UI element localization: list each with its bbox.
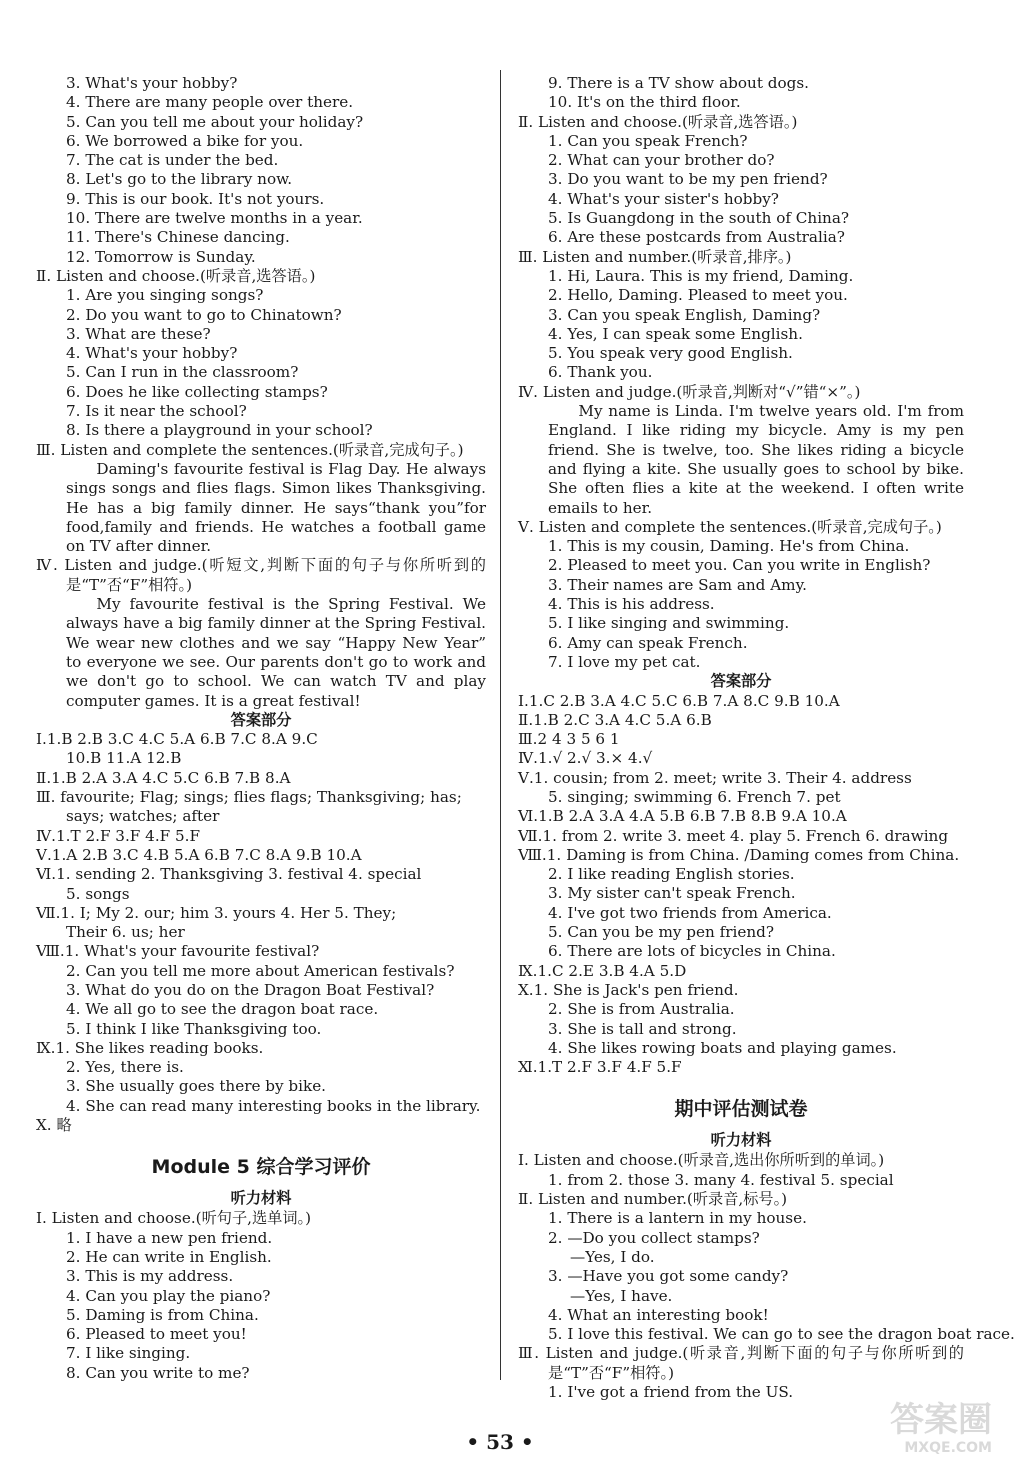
text-line: Ⅰ.1.B 2.B 3.C 4.C 5.A 6.B 7.C 8.A 9.C <box>36 730 318 749</box>
text-line: 8. Can you write to me? <box>66 1363 250 1382</box>
text-line: Ⅷ.1. Daming is from China. /Daming comes from China. <box>518 845 960 864</box>
text-line: Ⅵ.1. sending 2. Thanksgiving 3. festival 4. special <box>36 865 422 884</box>
text-line: 7. Is it near the school? <box>66 402 247 421</box>
text-line: 答案部分 <box>710 672 772 691</box>
text-line: 5. singing; swimming 6. French 7. pet <box>548 788 841 806</box>
text-line: Ⅴ.1. cousin; from 2. meet; write 3. Their 4. address <box>518 768 912 787</box>
text-line: My name is Linda. I'm twelve years old. I'm from England. I like riding my bicycle. Amy is my pen friend. She is twelve, too. She likes riding a bicycle and flying a kite. She usually goes to school by bike. She often flies a kite at the weekend. I often write emails to her. <box>548 402 964 517</box>
text-line: 3. Their names are Sam and Amy. <box>548 575 807 594</box>
text-line: 5. Daming is from China. <box>66 1305 259 1324</box>
text-line: 7. I like singing. <box>66 1344 191 1363</box>
page-number: • 53 • <box>466 1430 534 1454</box>
text-line: 3. What's your hobby? <box>66 74 238 92</box>
watermark-logo <box>862 1400 992 1468</box>
text-line: says; watches; after <box>66 807 220 826</box>
text-line: Ⅴ. Listen and complete the sentences.(听录音,完成句子。) <box>518 517 942 536</box>
text-line: 3. What do you do on the Dragon Boat Festival? <box>66 980 435 999</box>
text-line: Ⅲ. Listen and complete the sentences.(听录音,完成句子。) <box>36 440 464 459</box>
text-line: 4. I've got two friends from America. <box>548 903 832 922</box>
text-line: 2. What can your brother do? <box>548 151 775 170</box>
text-line: 6. Thank you. <box>548 363 653 382</box>
text-line: Module 5 综合学习评价 <box>151 1156 371 1179</box>
text-line: 2. Pleased to meet you. Can you write in English? <box>548 556 931 575</box>
text-line: 1. Are you singing songs? <box>66 286 264 305</box>
watermark-url: MXQE.COM <box>904 1440 992 1456</box>
text-line: Ⅱ.1.B 2.C 3.A 4.C 5.A 6.B <box>518 710 712 729</box>
text-line: Ⅷ.1. What's your favourite festival? <box>36 942 320 961</box>
column-divider <box>500 70 501 1380</box>
text-line: Ⅹ.1. She is Jack's pen friend. <box>518 980 739 999</box>
text-line: Ⅱ. Listen and number.(听录音,标号。) <box>518 1190 788 1209</box>
text-line: 7. I love my pet cat. <box>548 652 701 671</box>
text-line: Their 6. us; her <box>66 923 185 942</box>
text-line: 6. We borrowed a bike for you. <box>66 131 304 150</box>
text-line: 3. My sister can't speak French. <box>548 884 796 903</box>
text-line: 答案部分 <box>230 710 292 729</box>
text-line: 3. Can you speak English, Daming? <box>548 305 821 324</box>
watermark-text: 答案圈 <box>890 1400 992 1440</box>
text-line: 2. Hello, Daming. Pleased to meet you. <box>548 286 848 305</box>
text-line: 4. Can you play the piano? <box>66 1286 271 1305</box>
text-line: —Yes, I do. <box>570 1247 655 1266</box>
text-line: Ⅲ. Listen and judge.(听录音,判断下面的句子与你所听到的是“T”否“F”相符。) <box>518 1344 964 1382</box>
text-line: 1. Hi, Laura. This is my friend, Daming. <box>548 266 854 285</box>
text-line: 1. I have a new pen friend. <box>66 1228 273 1247</box>
left-column <box>36 74 486 1383</box>
text-line: Ⅴ.1.A 2.B 3.C 4.B 5.A 6.B 7.C 8.A 9.B 10.A <box>36 845 362 864</box>
text-line: 5. songs <box>66 884 130 903</box>
text-line: 1. from 2. those 3. many 4. festival 5. special <box>548 1170 894 1189</box>
text-line: 5. Can you tell me about your holiday? <box>66 112 364 131</box>
text-line: 4. What's your sister's hobby? <box>548 189 779 208</box>
text-line: 12. Tomorrow is Sunday. <box>66 247 256 266</box>
right-column <box>518 74 1015 1402</box>
text-line: Ⅵ.1.B 2.A 3.A 4.A 5.B 6.B 7.B 8.B 9.A 10.A <box>518 807 847 826</box>
text-line: 3. She is tall and strong. <box>548 1019 737 1038</box>
text-line: 1. I've got a friend from the US. <box>548 1383 794 1402</box>
text-line: 9. This is our book. It's not yours. <box>66 189 325 208</box>
text-line: Ⅰ.1.C 2.B 3.A 4.C 5.C 6.B 7.A 8.C 9.B 10.A <box>518 691 840 710</box>
text-line: 8. Is there a playground in your school? <box>66 421 373 440</box>
text-line: 7. The cat is under the bed. <box>66 151 279 170</box>
text-line: Ⅶ.1. from 2. write 3. meet 4. play 5. French 6. drawing <box>518 826 949 845</box>
text-line: Ⅳ.1.T 2.F 3.F 4.F 5.F <box>36 826 201 845</box>
text-line: —Yes, I have. <box>570 1286 673 1305</box>
text-line: Ⅳ. Listen and judge.(听录音,判断对“√”错“×”。) <box>518 382 861 401</box>
text-line: My favourite festival is the Spring Festival. We always have a big family dinner at the Spring Festival. We wear new clothes and we say “Happy New Year” to everyone we see. Our parents don't go to work and we don't go to school. We can watch TV and play computer games. It is a great festival! <box>66 595 486 710</box>
text-line: 2. She is from Australia. <box>548 1000 735 1019</box>
text-line: 3. She usually goes there by bike. <box>66 1077 327 1096</box>
text-line: 8. Let's go to the library now. <box>66 170 293 189</box>
text-line: Ⅰ. Listen and choose.(听录音,选出你所听到的单词。) <box>518 1151 885 1170</box>
text-line: Ⅱ.1.B 2.A 3.A 4.C 5.C 6.B 7.B 8.A <box>36 768 291 787</box>
text-line: Ⅸ.1.C 2.E 3.B 4.A 5.D <box>518 961 687 980</box>
text-line: 5. Can you be my pen friend? <box>548 923 774 942</box>
text-line: Ⅲ. Listen and number.(听录音,排序。) <box>518 247 792 266</box>
text-line: 5. I like singing and swimming. <box>548 614 790 633</box>
text-line: 听力材料 <box>710 1131 772 1150</box>
text-line: 5. I think I like Thanksgiving too. <box>66 1019 322 1038</box>
text-line: 3. —Have you got some candy? <box>548 1267 789 1286</box>
text-line: Ⅳ.1.√ 2.√ 3.× 4.√ <box>518 749 653 768</box>
text-line: Ⅸ.1. She likes reading books. <box>36 1038 264 1057</box>
text-line: 2. —Do you collect stamps? <box>548 1228 760 1247</box>
text-line: 4. There are many people over there. <box>66 93 354 112</box>
text-line: Ⅹ. 略 <box>36 1116 72 1135</box>
text-line: 11. There's Chinese dancing. <box>66 228 290 247</box>
text-line: 3. Do you want to be my pen friend? <box>548 170 828 189</box>
text-line: Ⅲ. favourite; Flag; sings; flies flags; Thanksgiving; has; <box>36 788 462 807</box>
text-line: 听力材料 <box>230 1189 292 1208</box>
text-line: Daming's favourite festival is Flag Day. He always sings songs and flies flags. Simon likes Thanksgiving. He has a big family dinner. He says“thank you”for food,family and friends. He watches a football game on TV after dinner. <box>66 459 486 556</box>
text-line: Ⅶ.1. I; My 2. our; him 3. yours 4. Her 5. They; <box>36 903 397 922</box>
text-line: 4. She can read many interesting books in the library. <box>66 1096 481 1115</box>
text-line: 4. This is his address. <box>548 595 715 614</box>
text-line: 4. Yes, I can speak some English. <box>548 324 803 343</box>
text-line: 期中评估测试卷 <box>674 1098 808 1121</box>
text-line: 2. He can write in English. <box>66 1247 272 1266</box>
text-line: 6. Pleased to meet you! <box>66 1325 247 1344</box>
text-line: 1. This is my cousin, Daming. He's from China. <box>548 537 910 556</box>
text-line: 9. There is a TV show about dogs. <box>548 74 809 92</box>
text-line: 2. I like reading English stories. <box>548 865 795 884</box>
text-line: 5. I love this festival. We can go to see the dragon boat race. <box>548 1325 1015 1344</box>
text-line: 2. Yes, there is. <box>66 1058 184 1077</box>
text-line: 5. Can I run in the classroom? <box>66 363 299 382</box>
text-line: 5. You speak very good English. <box>548 344 793 363</box>
text-line: 4. What an interesting book! <box>548 1305 769 1324</box>
text-line: Ⅳ. Listen and judge.(听短文,判断下面的句子与你所听到的是“T”否“F”相符。) <box>36 556 486 594</box>
text-line: Ⅰ. Listen and choose.(听句子,选单词。) <box>36 1209 312 1228</box>
text-line: Ⅺ.1.T 2.F 3.F 4.F 5.F <box>518 1058 682 1077</box>
text-line: 6. Are these postcards from Australia? <box>548 228 845 247</box>
text-line: 4. She likes rowing boats and playing games. <box>548 1038 897 1057</box>
text-line: 2. Can you tell me more about American festivals? <box>66 961 455 980</box>
text-line: 6. Does he like collecting stamps? <box>66 382 328 401</box>
text-line: 10. It's on the third floor. <box>548 93 741 112</box>
text-line: 6. Amy can speak French. <box>548 633 748 652</box>
text-line: 2. Do you want to go to Chinatown? <box>66 305 342 324</box>
text-line: 6. There are lots of bicycles in China. <box>548 942 836 961</box>
text-line: 3. What are these? <box>66 324 211 343</box>
text-line: 1. Can you speak French? <box>548 131 748 150</box>
text-line: 10. There are twelve months in a year. <box>66 209 363 228</box>
text-line: Ⅲ.2 4 3 5 6 1 <box>518 730 620 749</box>
text-line: 3. This is my address. <box>66 1267 234 1286</box>
text-line: 4. We all go to see the dragon boat race. <box>66 1000 379 1019</box>
text-line: 10.B 11.A 12.B <box>66 749 182 768</box>
text-line: Ⅱ. Listen and choose.(听录音,选答语。) <box>518 112 798 131</box>
text-line: Ⅱ. Listen and choose.(听录音,选答语。) <box>36 266 316 285</box>
text-line: 4. What's your hobby? <box>66 344 238 363</box>
text-line: 1. There is a lantern in my house. <box>548 1209 807 1228</box>
text-line: 5. Is Guangdong in the south of China? <box>548 209 850 228</box>
